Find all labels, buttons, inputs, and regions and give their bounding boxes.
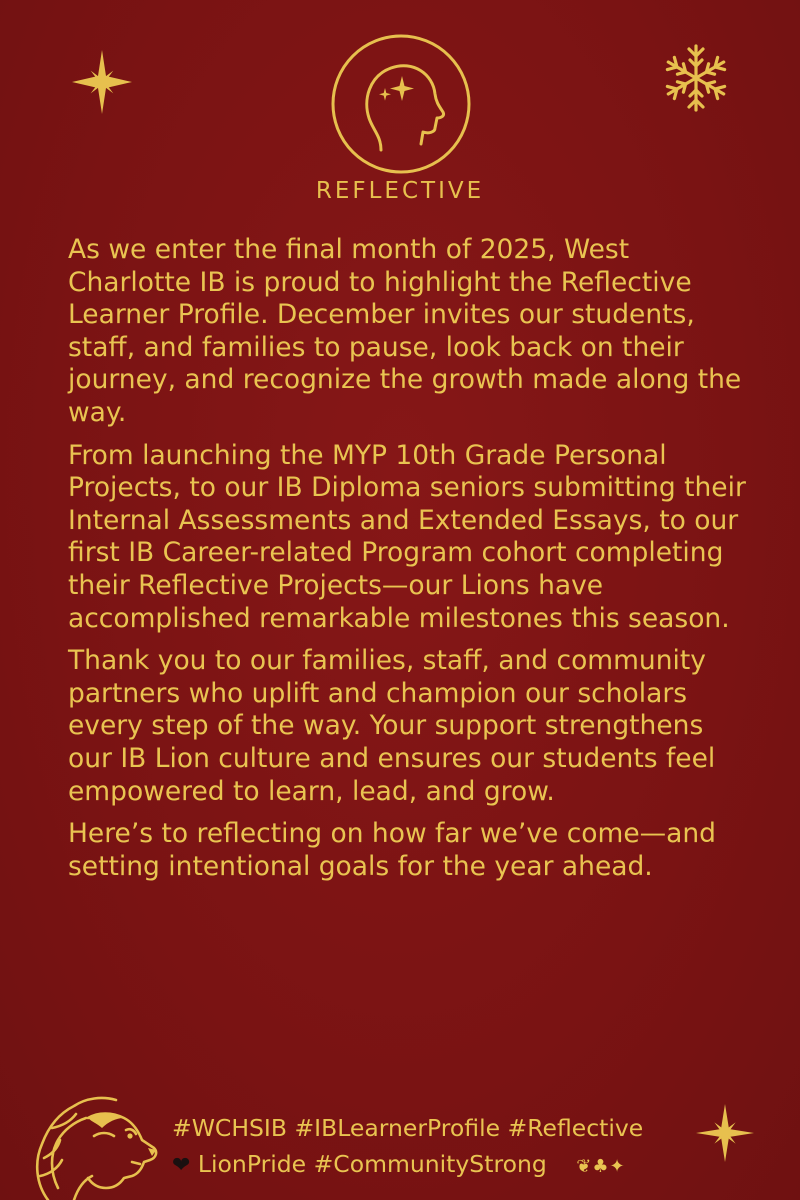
page-title: REFLECTIVE: [315, 178, 485, 204]
paragraph-closing: Here’s to reflecting on how far we’ve come—and setting intentional goals for the year ahead.: [68, 818, 716, 882]
heart-icon: ❤: [172, 1153, 191, 1178]
sparkle-star-icon: [694, 1102, 756, 1164]
paragraph-intro: As we enter the final month of 2025, West Charlotte IB is proud to highlight the Reflective Learner Profile. December invites our students, staff, and families to pause, look back on their journey, and recognize the growth made along the way.: [68, 234, 742, 428]
snowflake-icon: [662, 42, 730, 114]
hashtag-line-1: #WCHSIB #IBLearnerProfile #Reflective: [172, 1114, 644, 1142]
hashtag-line-2-text: LionPride #CommunityStrong: [197, 1150, 547, 1178]
reflective-head-icon: [329, 32, 473, 176]
body-text: [68, 234, 748, 893]
lion-icon: [28, 1088, 168, 1200]
paragraph-milestones: From launching the MYP 10th Grade Personal Projects, to our IB Diploma seniors submitting their Internal Assessments and Extended Essays, to our first IB Career-related Program cohort completing their Reflective Projects—our Lions have accomplished remarkable milestones this season.: [68, 439, 746, 634]
paw-sparkle-icons: ❦♣✦: [576, 1156, 626, 1177]
hashtags: [172, 1110, 732, 1185]
hashtag-line-2: [172, 1146, 732, 1185]
paragraph-thanks: Thank you to our families, staff, and community partners who uplift and champion our scholars every step of the way. Your support strengthens our IB Lion culture and ensures our students feel empowered to learn, lead, and grow.: [68, 645, 716, 807]
sparkle-star-icon: [68, 48, 136, 116]
